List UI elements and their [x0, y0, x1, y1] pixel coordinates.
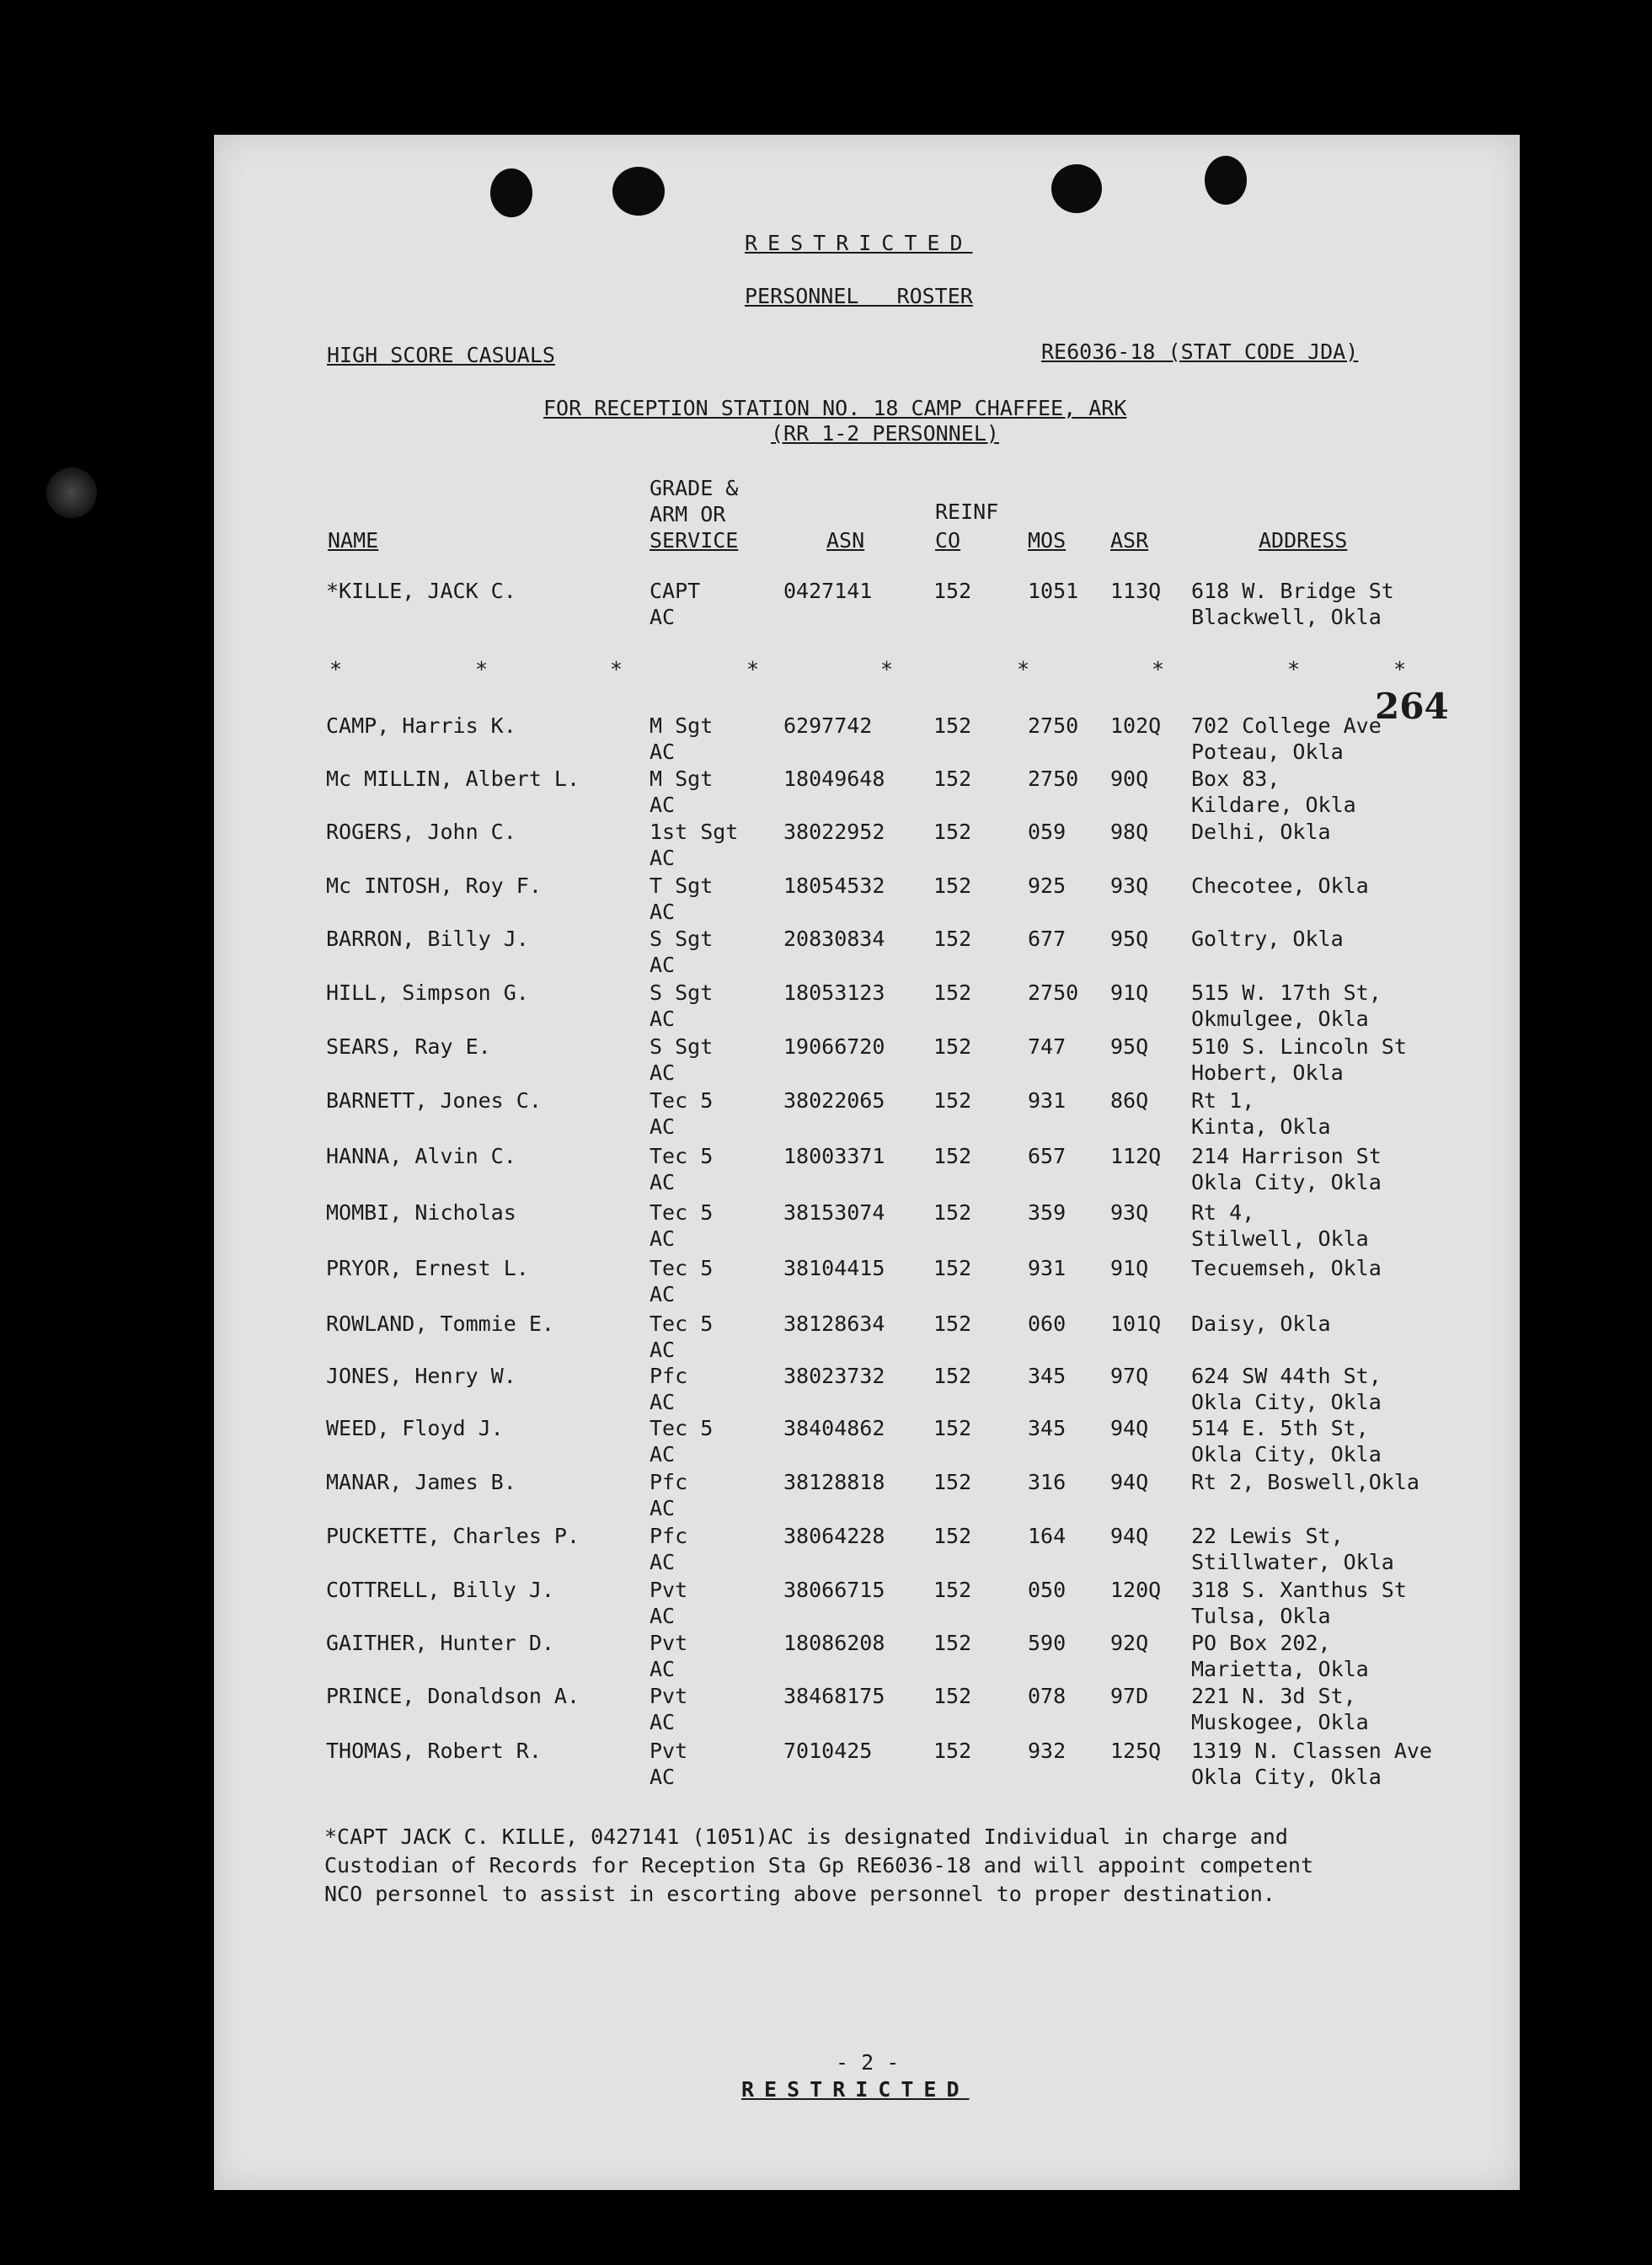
cell-address-line2: Okla City, Okla: [1191, 1170, 1382, 1194]
cell-grade: Pfc: [650, 1364, 688, 1388]
cell-address-line2: Tulsa, Okla: [1191, 1604, 1331, 1628]
cell-address-line1: PO Box 202,: [1191, 1631, 1331, 1655]
cell-name: HILL, Simpson G.: [326, 980, 529, 1005]
cell-grade: T Sgt: [650, 873, 714, 898]
cell-arm: AC: [650, 1604, 676, 1628]
cell-asr: 112Q: [1110, 1144, 1162, 1168]
cell-arm: AC: [650, 1282, 676, 1306]
cell-asr: 98Q: [1110, 820, 1149, 844]
cell-asr: 86Q: [1110, 1088, 1149, 1113]
cell-co: 152: [933, 1470, 972, 1494]
cell-mos: 2750: [1028, 980, 1079, 1005]
cell-arm: AC: [650, 1114, 676, 1139]
cell-name: WEED, Floyd J.: [326, 1416, 504, 1440]
table-row: [0, 1523, 1652, 1575]
cell-asn: 18049648: [783, 767, 885, 791]
cell-asn: 6297742: [783, 713, 873, 738]
cell-co: 152: [933, 767, 972, 791]
cell-arm: AC: [650, 900, 676, 924]
cell-name: ROGERS, John C.: [326, 820, 516, 844]
punch-hole: [1051, 164, 1102, 213]
page-number: - 2 -: [836, 2050, 900, 2075]
footnote: [324, 1823, 1313, 1909]
cell-address-line1: Delhi, Okla: [1191, 820, 1331, 844]
cell-co: 152: [933, 1684, 972, 1708]
punch-hole: [612, 167, 665, 216]
cell-arm: AC: [650, 1060, 676, 1085]
page-stamp: 264: [1375, 686, 1449, 727]
cell-asn: 38023732: [783, 1364, 885, 1388]
cell-name: THOMAS, Robert R.: [326, 1739, 542, 1763]
cell-asr: 95Q: [1110, 927, 1149, 951]
separator-star: *: [1152, 657, 1165, 681]
cell-arm: AC: [650, 1710, 676, 1734]
cell-asn: 18086208: [783, 1631, 885, 1655]
cell-address-line1: 221 N. 3d St,: [1191, 1684, 1356, 1708]
table-row: [0, 1415, 1652, 1467]
table-row: [0, 1738, 1652, 1790]
cell-address-line2: Okla City, Okla: [1191, 1765, 1382, 1789]
cell-address-line2: Stillwater, Okla: [1191, 1550, 1394, 1574]
col-grade-line2: ARM OR: [650, 502, 726, 526]
cell-arm: AC: [650, 1496, 676, 1520]
cell-asr: 91Q: [1110, 980, 1149, 1005]
col-reinf-line1: REINF: [935, 499, 999, 524]
cell-mos: 925: [1028, 873, 1067, 898]
cell-asn: 7010425: [783, 1739, 873, 1763]
cell-arm: AC: [650, 1226, 676, 1251]
cell-address-line2: Marietta, Okla: [1191, 1657, 1369, 1681]
left-title: HIGH SCORE CASUALS: [327, 343, 555, 367]
cell-asn: 38128634: [783, 1311, 885, 1336]
cell-co: 152: [933, 927, 972, 951]
cell-grade: S Sgt: [650, 980, 714, 1005]
cell-asn: 18054532: [783, 873, 885, 898]
cell-name: MOMBI, Nicholas: [326, 1200, 516, 1225]
col-asr: ASR: [1110, 528, 1149, 553]
cell-asr: 93Q: [1110, 1200, 1149, 1225]
col-mos: MOS: [1028, 528, 1067, 553]
cell-mos: 931: [1028, 1256, 1067, 1280]
separator-star: *: [1393, 657, 1407, 681]
table-row: [0, 1087, 1652, 1140]
cell-asn: 38404862: [783, 1416, 885, 1440]
cell-mos: 931: [1028, 1088, 1067, 1113]
cell-mos: 345: [1028, 1364, 1067, 1388]
cell-address-line1: Checotee, Okla: [1191, 873, 1369, 898]
cell-asr: 90Q: [1110, 767, 1149, 791]
cell-name: MANAR, James B.: [326, 1470, 516, 1494]
cell-name: *KILLE, JACK C.: [326, 579, 516, 603]
col-asn: ASN: [826, 528, 865, 553]
cell-co: 152: [933, 1034, 972, 1059]
cell-name: BARRON, Billy J.: [326, 927, 529, 951]
cell-co: 152: [933, 1311, 972, 1336]
cell-co: 152: [933, 873, 972, 898]
cell-arm: AC: [650, 605, 676, 629]
cell-asr: 102Q: [1110, 713, 1162, 738]
cell-asr: 97D: [1110, 1684, 1149, 1708]
cell-arm: AC: [650, 1338, 676, 1362]
cell-address-line2: Muskogee, Okla: [1191, 1710, 1369, 1734]
table-row: [0, 1630, 1652, 1682]
separator-star: *: [1017, 657, 1030, 681]
separator-star: *: [329, 657, 343, 681]
cell-arm: AC: [650, 1170, 676, 1194]
table-row: [0, 1683, 1652, 1735]
cell-address-line1: 624 SW 44th St,: [1191, 1364, 1382, 1388]
cell-address-line2: Stilwell, Okla: [1191, 1226, 1369, 1251]
separator-star: *: [1287, 657, 1301, 681]
cell-address-line1: 618 W. Bridge St: [1191, 579, 1394, 603]
cell-co: 152: [933, 980, 972, 1005]
cell-co: 152: [933, 1578, 972, 1602]
cell-grade: Pvt: [650, 1739, 688, 1763]
cell-grade: Pfc: [650, 1470, 688, 1494]
table-row: [0, 873, 1652, 925]
cell-asn: 38064228: [783, 1524, 885, 1548]
cell-mos: 078: [1028, 1684, 1067, 1708]
cell-asn: 18003371: [783, 1144, 885, 1168]
table-row: [0, 1577, 1652, 1629]
cell-grade: M Sgt: [650, 713, 714, 738]
cell-grade: S Sgt: [650, 927, 714, 951]
cell-address-line2: Hobert, Okla: [1191, 1060, 1344, 1085]
table-row: [0, 1311, 1652, 1363]
cell-grade: Tec 5: [650, 1256, 714, 1280]
classification-top: RESTRICTED: [745, 231, 973, 255]
cell-grade: Tec 5: [650, 1311, 714, 1336]
cell-arm: AC: [650, 793, 676, 817]
cell-mos: 2750: [1028, 713, 1079, 738]
cell-asr: 125Q: [1110, 1739, 1162, 1763]
col-grade-line3: SERVICE: [650, 528, 739, 553]
cell-grade: Tec 5: [650, 1088, 714, 1113]
cell-address-line1: Box 83,: [1191, 767, 1280, 791]
cell-mos: 345: [1028, 1416, 1067, 1440]
cell-name: COTTRELL, Billy J.: [326, 1578, 554, 1602]
cell-address-line1: 214 Harrison St: [1191, 1144, 1382, 1168]
cell-address-line2: Blackwell, Okla: [1191, 605, 1382, 629]
table-row: [0, 766, 1652, 818]
cell-grade: 1st Sgt: [650, 820, 739, 844]
cell-asn: 38153074: [783, 1200, 885, 1225]
cell-co: 152: [933, 1524, 972, 1548]
cell-address-line1: Tecuemseh, Okla: [1191, 1256, 1382, 1280]
cell-co: 152: [933, 1200, 972, 1225]
cell-address-line1: 702 College Ave: [1191, 713, 1382, 738]
table-row: [0, 980, 1652, 1032]
cell-arm: AC: [650, 1007, 676, 1031]
cell-co: 152: [933, 1364, 972, 1388]
cell-asn: 38468175: [783, 1684, 885, 1708]
cell-co: 152: [933, 1739, 972, 1763]
table-row: [0, 926, 1652, 978]
station-line: FOR RECEPTION STATION NO. 18 CAMP CHAFFEE, ARK: [543, 396, 1127, 420]
cell-asr: 97Q: [1110, 1364, 1149, 1388]
cell-asr: 93Q: [1110, 873, 1149, 898]
cell-name: HANNA, Alvin C.: [326, 1144, 516, 1168]
cell-grade: Tec 5: [650, 1416, 714, 1440]
cell-asr: 101Q: [1110, 1311, 1162, 1336]
cell-grade: M Sgt: [650, 767, 714, 791]
cell-address-line1: Rt 1,: [1191, 1088, 1255, 1113]
doc-title: PERSONNEL ROSTER: [745, 284, 973, 308]
cell-asr: 120Q: [1110, 1578, 1162, 1602]
cell-asn: 38022065: [783, 1088, 885, 1113]
cell-mos: 359: [1028, 1200, 1067, 1225]
cell-asr: 95Q: [1110, 1034, 1149, 1059]
cell-co: 152: [933, 579, 972, 603]
cell-asn: 38066715: [783, 1578, 885, 1602]
right-code: RE6036-18 (STAT CODE JDA): [1041, 339, 1359, 364]
table-row: [0, 819, 1652, 871]
cell-co: 152: [933, 820, 972, 844]
cell-name: Mc INTOSH, Roy F.: [326, 873, 542, 898]
subtitle: (RR 1-2 PERSONNEL): [771, 421, 999, 446]
cell-mos: 050: [1028, 1578, 1067, 1602]
cell-address-line2: Kinta, Okla: [1191, 1114, 1331, 1139]
cell-address-line1: Daisy, Okla: [1191, 1311, 1331, 1336]
cell-name: BARNETT, Jones C.: [326, 1088, 542, 1113]
cell-grade: CAPT: [650, 579, 701, 603]
cell-asn: 20830834: [783, 927, 885, 951]
cell-arm: AC: [650, 1765, 676, 1789]
footnote-line: Custodian of Records for Reception Sta Gp RE6036-18 and will appoint competent: [324, 1853, 1313, 1878]
separator-star: *: [880, 657, 894, 681]
cell-mos: 2750: [1028, 767, 1079, 791]
cell-asr: 92Q: [1110, 1631, 1149, 1655]
cell-grade: Pvt: [650, 1631, 688, 1655]
cell-grade: S Sgt: [650, 1034, 714, 1059]
classification-bottom: RESTRICTED: [741, 2077, 970, 2102]
separator-star: *: [610, 657, 623, 681]
cell-co: 152: [933, 1144, 972, 1168]
separator-star: *: [746, 657, 760, 681]
cell-address-line1: Goltry, Okla: [1191, 927, 1344, 951]
cell-grade: Tec 5: [650, 1200, 714, 1225]
cell-mos: 059: [1028, 820, 1067, 844]
cell-asr: 94Q: [1110, 1524, 1149, 1548]
cell-co: 152: [933, 1256, 972, 1280]
cell-address-line2: Kildare, Okla: [1191, 793, 1356, 817]
cell-mos: 932: [1028, 1739, 1067, 1763]
cell-name: JONES, Henry W.: [326, 1364, 516, 1388]
footnote-line: *CAPT JACK C. KILLE, 0427141 (1051)AC is designated Individual in charge and: [324, 1824, 1288, 1849]
cell-grade: Pvt: [650, 1684, 688, 1708]
footnote-line: NCO personnel to assist in escorting above personnel to proper destination.: [324, 1882, 1275, 1906]
cell-arm: AC: [650, 740, 676, 764]
cell-asn: 38128818: [783, 1470, 885, 1494]
cell-address-line2: Okla City, Okla: [1191, 1442, 1382, 1466]
col-grade-line1: GRADE &: [650, 476, 739, 500]
cell-co: 152: [933, 713, 972, 738]
cell-address-line2: Okla City, Okla: [1191, 1390, 1382, 1414]
cell-address-line1: Rt 2, Boswell,Okla: [1191, 1470, 1419, 1494]
col-name: NAME: [328, 528, 379, 553]
cell-mos: 316: [1028, 1470, 1067, 1494]
cell-address-line2: Okmulgee, Okla: [1191, 1007, 1369, 1031]
cell-grade: Pvt: [650, 1578, 688, 1602]
cell-address-line1: 515 W. 17th St,: [1191, 980, 1382, 1005]
cell-address-line1: 318 S. Xanthus St: [1191, 1578, 1407, 1602]
col-address: ADDRESS: [1259, 528, 1348, 553]
cell-arm: AC: [650, 1390, 676, 1414]
cell-name: PRINCE, Donaldson A.: [326, 1684, 580, 1708]
cell-address-line1: 510 S. Lincoln St: [1191, 1034, 1407, 1059]
cell-asn: 38104415: [783, 1256, 885, 1280]
punch-hole: [1205, 156, 1247, 205]
separator-star: *: [475, 657, 489, 681]
table-row: [0, 1363, 1652, 1415]
cell-asn: 0427141: [783, 579, 873, 603]
cell-grade: Tec 5: [650, 1144, 714, 1168]
cell-asr: 94Q: [1110, 1470, 1149, 1494]
cell-asn: 19066720: [783, 1034, 885, 1059]
table-row: [0, 1199, 1652, 1252]
cell-mos: 590: [1028, 1631, 1067, 1655]
cell-name: SEARS, Ray E.: [326, 1034, 491, 1059]
table-row: [0, 1469, 1652, 1521]
cell-asn: 18053123: [783, 980, 885, 1005]
table-row: [0, 1255, 1652, 1307]
cell-address-line1: Rt 4,: [1191, 1200, 1255, 1225]
cell-co: 152: [933, 1416, 972, 1440]
cell-address-line1: 1319 N. Classen Ave: [1191, 1739, 1432, 1763]
cell-asr: 94Q: [1110, 1416, 1149, 1440]
cell-mos: 657: [1028, 1144, 1067, 1168]
cell-asr: 113Q: [1110, 579, 1162, 603]
cell-arm: AC: [650, 1550, 676, 1574]
cell-mos: 747: [1028, 1034, 1067, 1059]
table-row: [0, 1143, 1652, 1195]
cell-arm: AC: [650, 953, 676, 977]
cell-arm: AC: [650, 846, 676, 870]
cell-asn: 38022952: [783, 820, 885, 844]
cell-address-line2: Poteau, Okla: [1191, 740, 1344, 764]
cell-name: CAMP, Harris K.: [326, 713, 516, 738]
cell-grade: Pfc: [650, 1524, 688, 1548]
cell-co: 152: [933, 1088, 972, 1113]
scan-artifact: [46, 467, 97, 518]
cell-arm: AC: [650, 1657, 676, 1681]
punch-hole: [490, 168, 532, 217]
cell-mos: 1051: [1028, 579, 1079, 603]
cell-mos: 164: [1028, 1524, 1067, 1548]
cell-name: ROWLAND, Tommie E.: [326, 1311, 554, 1336]
cell-name: PRYOR, Ernest L.: [326, 1256, 529, 1280]
col-reinf-line2: CO: [935, 528, 961, 553]
cell-name: Mc MILLIN, Albert L.: [326, 767, 580, 791]
table-row: [0, 1034, 1652, 1086]
cell-address-line1: 22 Lewis St,: [1191, 1524, 1344, 1548]
cell-mos: 677: [1028, 927, 1067, 951]
cell-address-line1: 514 E. 5th St,: [1191, 1416, 1369, 1440]
cell-name: GAITHER, Hunter D.: [326, 1631, 554, 1655]
cell-arm: AC: [650, 1442, 676, 1466]
lead-row: [0, 578, 1652, 630]
cell-name: PUCKETTE, Charles P.: [326, 1524, 580, 1548]
cell-asr: 91Q: [1110, 1256, 1149, 1280]
cell-co: 152: [933, 1631, 972, 1655]
table-row: [0, 713, 1652, 765]
cell-mos: 060: [1028, 1311, 1067, 1336]
